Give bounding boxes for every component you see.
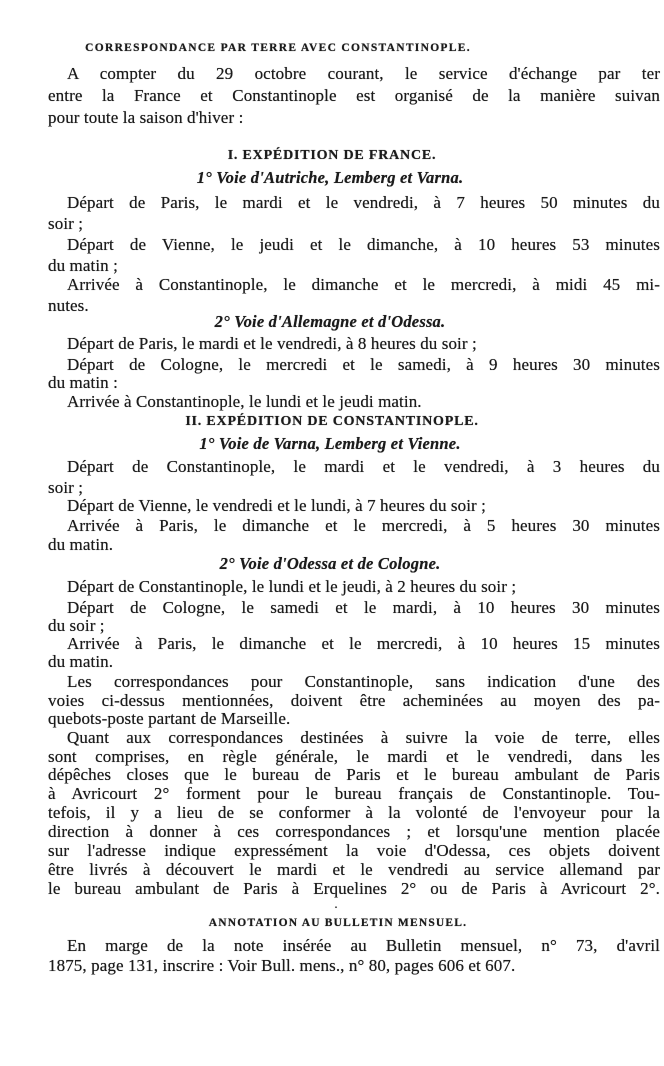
annotation-heading: ANNOTATION AU BULLETIN MENSUEL. xyxy=(208,917,468,929)
route-heading-voie-varna: 1° Voie de Varna, Lemberg et Vienne. xyxy=(199,434,461,453)
section-heading-expedition-constantinople: II. EXPÉDITION DE CONSTANTINOPLE. xyxy=(185,414,479,429)
intro-line: pour toute la saison d'hiver : xyxy=(48,108,244,127)
note-line: à Avricourt 2° forment pour le bureau français de Constantinople. Tou- xyxy=(48,784,660,803)
schedule-line: Départ de Vienne, le jeudi et le dimanche, à 10 heures 53 minutes xyxy=(67,235,660,254)
schedule-line: du soir ; xyxy=(48,616,105,635)
schedule-line: Arrivée à Constantinople, le lundi et le jeudi matin. xyxy=(67,392,422,411)
route-heading-voie-odessa: 2° Voie d'Odessa et de Cologne. xyxy=(219,554,441,573)
annotation-line: 1875, page 131, inscrire : Voir Bull. mens., n° 80, pages 606 et 607. xyxy=(48,956,516,975)
note-line: sur l'adresse indique expressément la voie d'Odessa, ces objets doivent xyxy=(48,841,660,860)
note-line: Les correspondances pour Constantinople, sans indication d'une des xyxy=(67,672,660,691)
note-line: être livrés à découvert le mardi et le vendredi au service allemand par xyxy=(48,860,660,879)
schedule-line: Départ de Constantinople, le mardi et le vendredi, à 3 heures du xyxy=(67,457,660,476)
schedule-line: Départ de Paris, le mardi et le vendredi, à 8 heures du soir ; xyxy=(67,334,477,353)
schedule-line: du matin ; xyxy=(48,256,118,275)
schedule-line: Arrivée à Paris, le dimanche et le mercredi, à 10 heures 15 minutes xyxy=(67,634,660,653)
schedule-line: Arrivée à Constantinople, le dimanche et le mercredi, à midi 45 mi- xyxy=(67,275,660,294)
intro-line: A compter du 29 octobre courant, le service d'échange par ter xyxy=(67,64,660,83)
schedule-line: nutes. xyxy=(48,296,89,315)
running-title: CORRESPONDANCE PAR TERRE AVEC CONSTANTINOPLE. xyxy=(85,42,471,54)
schedule-line: Départ de Constantinople, le lundi et le jeudi, à 2 heures du soir ; xyxy=(67,577,517,596)
note-line: sont comprises, en règle générale, le mardi et le vendredi, dans les xyxy=(48,747,660,766)
separator-mark: . xyxy=(334,900,338,910)
schedule-line: Départ de Vienne, le vendredi et le lundi, à 7 heures du soir ; xyxy=(67,496,486,515)
schedule-line: Arrivée à Paris, le dimanche et le mercredi, à 5 heures 30 minutes xyxy=(67,516,660,535)
note-line: dépêches closes que le bureau de Paris et le bureau ambulant de Paris xyxy=(48,765,660,784)
note-line: Quant aux correspondances destinées à suivre la voie de terre, elles xyxy=(67,728,660,747)
note-line: voies ci-dessus mentionnées, doivent être acheminées au moyen des pa- xyxy=(48,691,660,710)
schedule-line: soir ; xyxy=(48,214,84,233)
route-heading-voie-autriche: 1° Voie d'Autriche, Lemberg et Varna. xyxy=(196,168,464,187)
note-line: tefois, il y a lieu de se conformer à la volonté de l'envoyeur pour la xyxy=(48,803,660,822)
route-heading-voie-allemagne: 2° Voie d'Allemagne et d'Odessa. xyxy=(214,312,446,331)
note-line: quebots-poste partant de Marseille. xyxy=(48,709,291,728)
schedule-line: du matin : xyxy=(48,373,118,392)
note-line: direction à donner à ces correspondances ; et lorsqu'une mention placée xyxy=(48,822,660,841)
schedule-line: Départ de Cologne, le samedi et le mardi, à 10 heures 30 minutes xyxy=(67,598,660,617)
note-line: le bureau ambulant de Paris à Erquelines 2° ou de Paris à Avricourt 2°. xyxy=(48,879,660,898)
schedule-line: Départ de Cologne, le mercredi et le samedi, à 9 heures 30 minutes xyxy=(67,355,660,374)
schedule-line: du matin. xyxy=(48,652,114,671)
schedule-line: soir ; xyxy=(48,478,84,497)
schedule-line: Départ de Paris, le mardi et le vendredi, à 7 heures 50 minutes du xyxy=(67,193,660,212)
intro-line: entre la France et Constantinople est organisé de la manière suivan xyxy=(48,86,660,105)
annotation-line: En marge de la note insérée au Bulletin mensuel, n° 73, d'avril xyxy=(67,936,660,955)
schedule-line: du matin. xyxy=(48,535,114,554)
section-heading-expedition-france: I. EXPÉDITION DE FRANCE. xyxy=(227,148,437,163)
